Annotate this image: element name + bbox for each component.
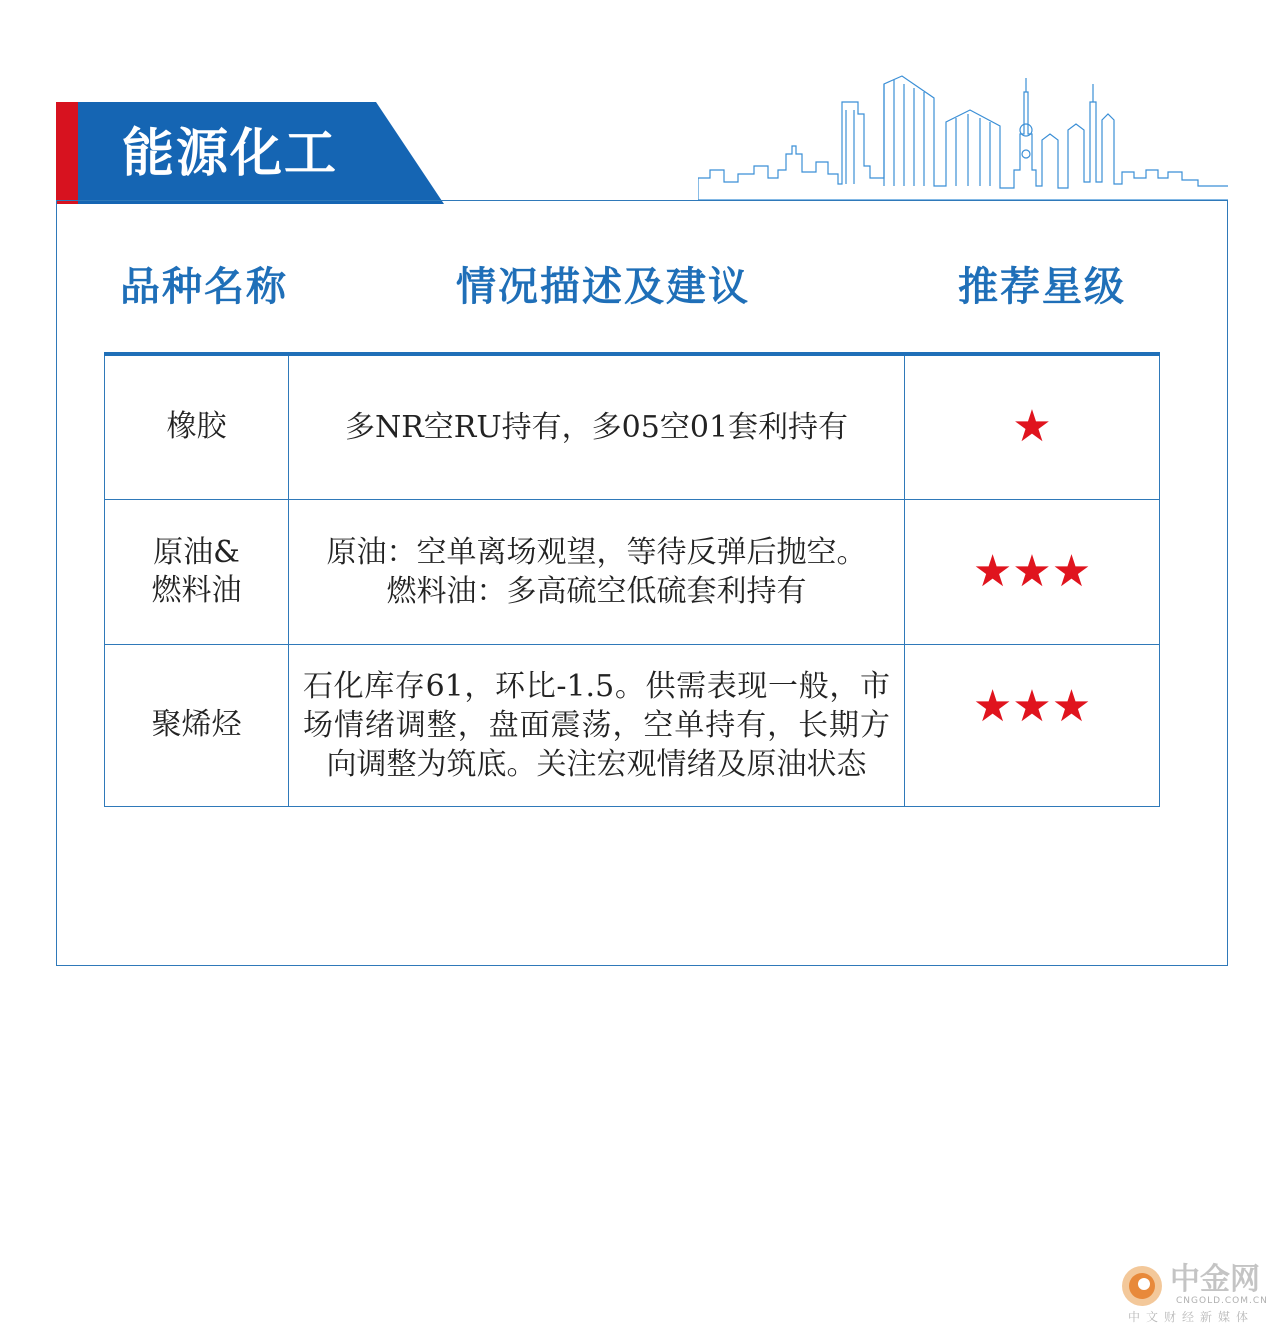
column-header-name: 品种名称	[120, 264, 288, 310]
description-line: 燃料油：多高硫空低硫套利持有	[386, 573, 807, 609]
watermark-brand-name: 中金网	[1170, 1262, 1260, 1297]
product-name: 橡胶	[166, 409, 227, 445]
description-cell	[289, 354, 905, 499]
star-rating-icon: ★★★	[972, 680, 1092, 732]
product-name: 聚烯烃	[151, 707, 242, 742]
product-name-cell	[105, 499, 289, 644]
star-rating-icon: ★	[1012, 401, 1052, 453]
watermark-tagline: 中文财经新媒体	[1128, 1310, 1255, 1324]
column-header-rating: 推荐星级	[958, 264, 1126, 310]
table-row	[105, 354, 1160, 499]
table-row	[105, 499, 1160, 644]
rating-cell	[905, 644, 1160, 806]
column-header-description: 情况描述及建议	[456, 264, 750, 310]
section-title-banner	[56, 102, 446, 204]
section-title: 能源化工	[122, 124, 339, 184]
rating-cell	[905, 354, 1160, 499]
description-cell	[289, 644, 905, 806]
description-cell	[289, 499, 905, 644]
product-name-cell	[105, 354, 289, 499]
description-line: 石化库存61，环比-1.5。供需表现一般，市场情绪调整，盘面震荡，空单持有，长期方向调整为筑底。关注宏观情绪及原油状态	[303, 668, 890, 782]
cngold-logo-icon	[1120, 1264, 1164, 1308]
product-name: 原油& 燃料油	[151, 534, 242, 608]
product-name-cell	[105, 644, 289, 806]
description-line: 原油：空单离场观望，等待反弹后抛空。	[326, 534, 867, 570]
city-skyline-illustration	[698, 74, 1228, 202]
star-rating-icon: ★★★	[972, 545, 1092, 597]
table-row	[105, 644, 1160, 806]
cngold-watermark-logo	[1118, 1262, 1278, 1324]
recommendation-table	[104, 352, 1160, 807]
watermark-url: CNGOLD.COM.CN	[1176, 1296, 1268, 1306]
description-line: 多NR空RU持有，多05空01套利持有	[344, 409, 849, 445]
rating-cell	[905, 499, 1160, 644]
